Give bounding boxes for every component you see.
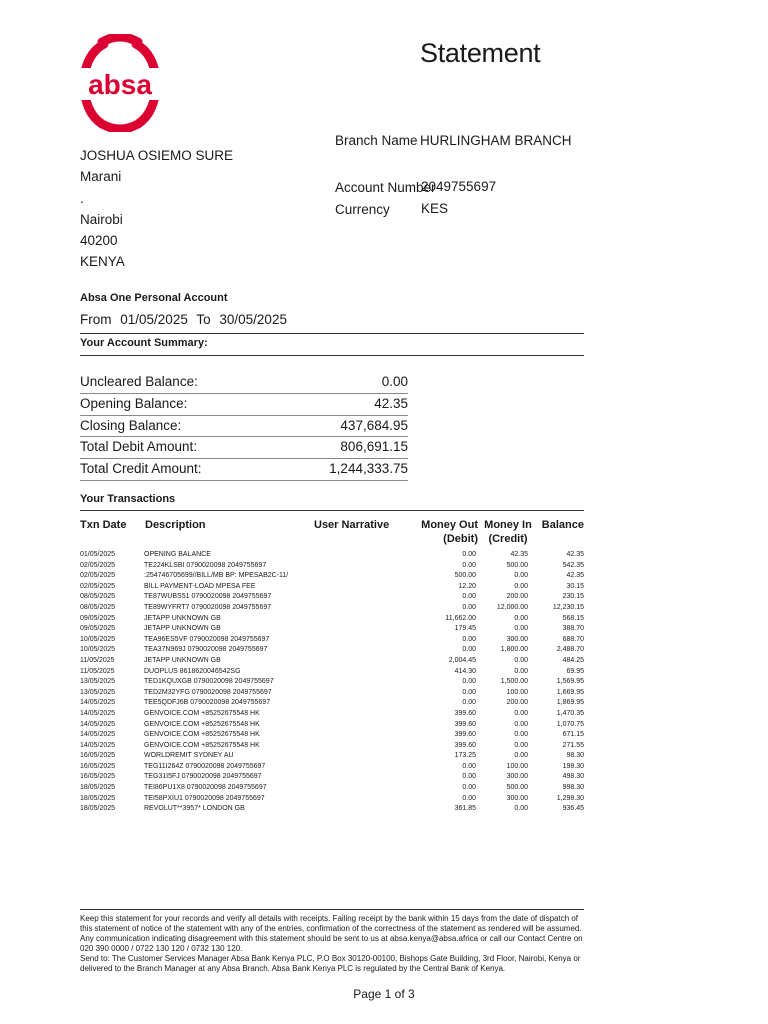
table-row	[80, 624, 584, 635]
txn-money-out: 0.00	[462, 646, 476, 654]
txn-money-in: 42.35	[510, 551, 528, 558]
customer-address	[80, 145, 233, 273]
table-row	[80, 709, 584, 720]
txn-money-in: 0.00	[514, 741, 528, 749]
txn-money-in: 200.00	[506, 699, 528, 707]
txn-balance: 230.15	[562, 593, 584, 601]
page-indicator: Page 1 of 3	[353, 987, 415, 1001]
txn-balance: 30.15	[566, 582, 584, 590]
txn-balance: 1,298.30	[556, 794, 584, 802]
to-label: To	[196, 312, 211, 327]
divider	[80, 355, 584, 356]
txn-money-in: 300.00	[506, 773, 528, 781]
txn-balance: 498.30	[562, 773, 584, 781]
txn-description: GENVOICE.COM +85252675548 HK	[144, 709, 260, 717]
summary-value: 806,691.15	[340, 439, 408, 455]
table-row	[80, 656, 584, 667]
txn-date: 14/05/2025	[80, 741, 116, 749]
txn-money-in: 12,000.00	[496, 603, 528, 611]
txn-balance: 936.45	[562, 805, 584, 813]
txn-money-out: 173.25	[454, 752, 476, 760]
address-line: Nairobi	[80, 211, 123, 227]
txn-date: 14/05/2025	[80, 731, 116, 739]
summary-row	[80, 459, 408, 481]
txn-money-in: 0.00	[514, 731, 528, 739]
txn-money-out: 11,662.00	[445, 614, 476, 622]
txn-balance: 542.35	[562, 561, 584, 569]
txn-money-in: 100.00	[506, 688, 528, 696]
address-line: .	[80, 190, 84, 206]
summary-heading: Your Account Summary:	[80, 337, 208, 349]
disclaimer-paragraph: Keep this statement for your records and verify all details with receipts. Failing receipt by the bank within 15 days from the date of dispatch of this statement of notice of the statement with any of the entries, confirmation of the correctness of the statement as rendered will be assumed. Any communication indicating disagreement with this statement should be sent to us at absa.kenya@absa.africa or call our Contact Centre on 020 390 0000 / 0722 130 120 / 0732 130 120.	[80, 914, 583, 953]
summary-label: Opening Balance:	[80, 395, 188, 411]
account-summary	[80, 372, 408, 481]
table-row	[80, 698, 584, 709]
summary-row	[80, 437, 408, 459]
table-row	[80, 751, 584, 762]
txn-money-in: 1,800.00	[500, 646, 528, 654]
txn-money-in: 300.00	[506, 635, 528, 643]
txn-money-out: 399.60	[454, 741, 476, 749]
txn-money-in: 300.00	[506, 794, 528, 802]
address-line: Marani	[80, 169, 122, 185]
customer-name: JOSHUA OSIEMO SURE	[80, 148, 234, 163]
txn-money-in: 100.00	[506, 762, 528, 770]
txn-money-in: 0.00	[514, 572, 528, 580]
table-row	[80, 603, 584, 614]
txn-date: 02/05/2025	[80, 561, 116, 569]
txn-money-out: 0.00	[462, 794, 476, 802]
txn-description: TED1KQUXGB 0790020098 2049755697	[144, 678, 274, 686]
table-row	[80, 582, 584, 593]
transactions-heading: Your Transactions	[80, 493, 176, 505]
txn-money-in: 0.00	[514, 614, 528, 622]
txn-balance: 12,230.15	[552, 603, 584, 611]
txn-description: TE87WUBS51 0790020098 2049755697	[144, 593, 272, 601]
table-row	[80, 688, 584, 699]
txn-date: 16/05/2025	[80, 752, 116, 760]
currency-value: KES	[421, 201, 449, 216]
address-line: KENYA	[80, 254, 125, 270]
txn-money-out: 0.00	[462, 762, 476, 770]
txn-balance: 69.95	[566, 667, 584, 675]
txn-description: GENVOICE.COM +85252675548 HK	[144, 741, 260, 749]
table-row	[80, 645, 584, 656]
table-row	[80, 794, 584, 805]
txn-money-in: 500.00	[506, 784, 528, 792]
txn-balance: 484.25	[562, 656, 584, 664]
divider	[80, 510, 584, 511]
txn-description: BILL PAYMENT-LOAD MPESA FEE	[144, 582, 256, 590]
txn-balance: 271.55	[562, 741, 584, 749]
txn-money-in: 0.00	[514, 582, 528, 590]
txn-money-in: 0.00	[514, 752, 528, 760]
txn-description: JETAPP UNKNOWN GB	[144, 656, 221, 664]
disclaimer-paragraph: Send to: The Customer Services Manager Absa Bank Kenya PLC, P.O Box 30120-00100, Bishops Gate Building, 3rd Floor, Nairobi, Kenya or delivered to the Branch Manager at any Absa Branch. Absa Bank Kenya PLC is regulated by the Central Bank of Kenya.	[80, 954, 581, 973]
col-header-balance: Balance	[541, 519, 584, 531]
txn-money-out: 500.00	[454, 572, 476, 580]
txn-description: TED2M32YFG 0790020098 2049755697	[144, 688, 272, 696]
txn-balance: 998.30	[562, 784, 584, 792]
txn-date: 13/05/2025	[80, 688, 116, 696]
txn-description: OPENING BALANCE	[144, 551, 211, 558]
summary-row	[80, 372, 408, 394]
txn-date: 08/05/2025	[80, 603, 116, 611]
page-title: Statement	[420, 38, 541, 68]
txn-date: 10/05/2025	[80, 646, 116, 654]
txn-date: 09/05/2025	[80, 625, 116, 633]
txn-balance: 2,488.70	[556, 646, 584, 654]
txn-money-out: 399.60	[454, 720, 476, 728]
transactions-table	[80, 550, 584, 815]
branch-name-label: Branch Name	[335, 133, 418, 148]
txn-description: WORLDREMIT SYDNEY AU	[144, 752, 234, 760]
txn-date: 09/05/2025	[80, 614, 116, 622]
account-type: Absa One Personal Account	[80, 292, 228, 304]
txn-balance: 1,470.35	[556, 709, 584, 717]
col-header-money-out: Money Out (Debit)	[421, 519, 478, 545]
txn-description: :254746705699//BILL/MB BP: MPESAB2C-11/	[144, 572, 289, 580]
txn-balance: 42.35	[566, 572, 584, 580]
txn-date: 01/05/2025	[80, 551, 116, 558]
account-number-label: Account Number	[335, 180, 436, 195]
txn-balance: 688.70	[562, 635, 584, 643]
txn-money-in: 200.00	[506, 593, 528, 601]
summary-value: 0.00	[381, 374, 408, 389]
txn-date: 14/05/2025	[80, 720, 116, 728]
txn-description: JETAPP UNKNOWN GB	[144, 625, 221, 633]
statement-period	[80, 312, 292, 327]
txn-date: 02/05/2025	[80, 572, 116, 580]
table-row	[80, 614, 584, 625]
from-label: From	[80, 312, 112, 327]
txn-description: TEI58PXIU1 0790020098 2049755697	[144, 794, 265, 802]
table-row	[80, 741, 584, 752]
table-row	[80, 772, 584, 783]
table-row	[80, 550, 584, 561]
txn-date: 10/05/2025	[80, 635, 116, 643]
txn-money-out: 0.00	[462, 635, 476, 643]
txn-balance: 1,669.95	[556, 688, 584, 696]
txn-money-out: 12.20	[458, 582, 476, 590]
txn-date: 13/05/2025	[80, 678, 116, 686]
txn-balance: 1,869.95	[556, 699, 584, 707]
txn-description: TEA96ES5VF 0790020098 2049755697	[144, 635, 270, 643]
txn-description: TEG11I264Z 0790020098 2049755697	[144, 762, 266, 770]
txn-money-in: 0.00	[514, 805, 528, 813]
txn-money-out: 399.60	[454, 731, 476, 739]
txn-money-in: 1,500.00	[500, 678, 528, 686]
txn-money-in: 0.00	[514, 720, 528, 728]
address-line: 40200	[80, 233, 118, 249]
currency-label: Currency	[335, 202, 390, 217]
txn-money-out: 2,004.45	[448, 656, 476, 664]
summary-value: 437,684.95	[340, 417, 408, 433]
txn-balance: 198.30	[562, 762, 584, 770]
summary-label: Closing Balance:	[80, 417, 182, 433]
txn-description: GENVOICE.COM +85252675548 HK	[144, 720, 260, 728]
txn-balance: 671.15	[562, 731, 584, 739]
txn-date: 08/05/2025	[80, 593, 116, 601]
txn-money-in: 0.00	[514, 667, 528, 675]
txn-description: GENVOICE.COM +85252675548 HK	[144, 731, 260, 739]
txn-date: 14/05/2025	[80, 709, 116, 717]
txn-money-out: 0.00	[462, 593, 476, 601]
txn-money-in: 0.00	[514, 709, 528, 717]
table-row	[80, 762, 584, 773]
txn-balance: 42.35	[566, 551, 584, 558]
table-row	[80, 720, 584, 731]
txn-description: TEI86PU1X8 0790020098 2049755697	[144, 784, 267, 792]
txn-date: 18/05/2025	[80, 794, 116, 802]
col-header-description: Description	[145, 519, 206, 531]
txn-money-out: 0.00	[462, 773, 476, 781]
txn-description: JETAPP UNKNOWN GB	[144, 614, 221, 622]
table-row	[80, 783, 584, 794]
col-header-date: Txn Date	[80, 519, 127, 531]
account-number-value: 2049755697	[421, 179, 497, 194]
txn-date: 11/05/2025	[80, 656, 115, 664]
txn-date: 14/05/2025	[80, 699, 116, 707]
txn-money-out: 0.00	[462, 561, 476, 569]
txn-money-out: 0.00	[462, 678, 476, 686]
divider	[80, 909, 584, 910]
txn-description: TEE5QDFJ6B 0790020098 2049755697	[144, 699, 271, 707]
table-row	[80, 561, 584, 572]
txn-money-in: 500.00	[506, 561, 528, 569]
txn-money-out: 399.60	[454, 709, 476, 717]
txn-balance: 98.30	[566, 752, 584, 760]
txn-money-in: 0.00	[514, 656, 528, 664]
txn-date: 11/05/2025	[80, 667, 115, 675]
txn-money-out: 0.00	[462, 603, 476, 611]
col-header-narrative: User Narrative	[314, 519, 390, 531]
txn-description: TE224KLSBI 0790020098 2049755697	[144, 561, 267, 569]
txn-date: 16/05/2025	[80, 773, 116, 781]
summary-row	[80, 394, 408, 416]
txn-date: 18/05/2025	[80, 784, 116, 792]
txn-money-out: 0.00	[462, 688, 476, 696]
txn-money-out: 361.85	[454, 805, 476, 813]
summary-label: Uncleared Balance:	[80, 374, 198, 389]
txn-description: TEG31I5FJ 0790020098 2049755697	[144, 773, 262, 781]
summary-row	[80, 416, 408, 438]
table-row	[80, 571, 584, 582]
to-date: 30/05/2025	[219, 312, 287, 327]
txn-description: DUOPLUS 8618620046542SG	[144, 667, 241, 675]
txn-money-out: 179.45	[454, 625, 476, 633]
txn-description: TE89WYFRT7 0790020098 2049755697	[144, 603, 272, 611]
table-row	[80, 667, 584, 678]
table-row	[80, 592, 584, 603]
txn-money-out: 0.00	[462, 699, 476, 707]
txn-money-out: 0.00	[462, 784, 476, 792]
summary-label: Total Credit Amount:	[80, 461, 202, 477]
txn-money-in: 0.00	[514, 625, 528, 633]
txn-balance: 388.70	[562, 625, 584, 633]
txn-date: 18/05/2025	[80, 805, 116, 813]
summary-label: Total Debit Amount:	[80, 439, 198, 455]
txn-money-out: 0.00	[462, 551, 476, 558]
branch-name-value: HURLINGHAM BRANCH	[420, 133, 572, 148]
divider	[80, 333, 584, 334]
txn-money-out: 414.30	[454, 667, 476, 675]
txn-balance: 568.15	[562, 614, 584, 622]
txn-balance: 1,569.95	[556, 678, 584, 686]
txn-description: TEA37N969J 0790020098 2049755697	[144, 646, 268, 654]
txn-date: 16/05/2025	[80, 762, 116, 770]
table-row	[80, 635, 584, 646]
table-row	[80, 804, 584, 815]
table-row	[80, 677, 584, 688]
statement-disclaimer	[80, 914, 586, 974]
txn-date: 02/05/2025	[80, 582, 116, 590]
from-date: 01/05/2025	[120, 312, 188, 327]
txn-balance: 1,070.75	[556, 720, 584, 728]
txn-description: REVOLUT**3957* LONDON GB	[144, 805, 245, 813]
summary-value: 42.35	[374, 395, 408, 411]
col-header-money-in: Money In (Credit)	[484, 519, 532, 545]
table-row	[80, 730, 584, 741]
absa-logo	[74, 34, 166, 132]
logo-text: absa	[88, 69, 152, 100]
summary-value: 1,244,333.75	[329, 461, 408, 477]
